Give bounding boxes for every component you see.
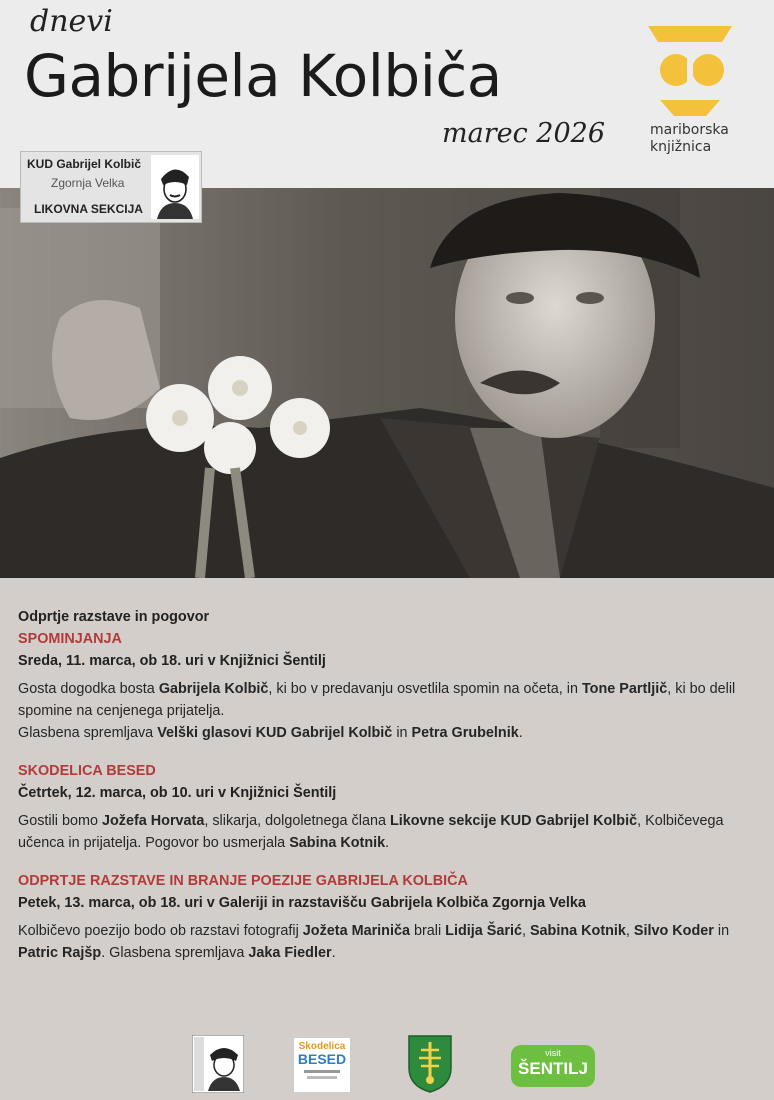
event-title: SKODELICA BESED <box>18 763 156 779</box>
event-block <box>18 760 758 854</box>
highlighted-name: Likovne sekcije KUD Gabrijel Kolbič <box>389 813 638 829</box>
man-with-flowers-photo <box>0 188 774 578</box>
kud-section: LIKOVNA SEKCIJA <box>34 202 143 216</box>
description-text: Gostili bomo <box>18 813 102 829</box>
description-text: . <box>331 945 336 961</box>
event-program <box>18 606 758 964</box>
event-datetime: Petek, 13. marca, ob 18. uri v Galeriji in razstavišču Gabrijela Kolbiča Zgornja Velka <box>18 895 586 911</box>
description-text: brali <box>409 923 446 939</box>
highlighted-name: Gabrijela Kolbič <box>158 681 269 697</box>
highlighted-name: Jožeta Mariniča <box>302 923 410 939</box>
hero-photo <box>0 188 774 578</box>
highlighted-name: Jaka Fiedler <box>248 945 332 961</box>
description-text: , <box>521 923 530 939</box>
event-list <box>18 628 758 964</box>
description-text: Kolbičevo poezijo bodo ob razstavi fotografij <box>18 923 303 939</box>
pre-title: dnevi <box>30 4 113 39</box>
description-text: in <box>392 725 412 741</box>
event-description <box>18 920 758 964</box>
description-text: Glasbena spremljava <box>18 725 158 741</box>
poster-title: Gabrijela Kolbiča <box>24 42 502 110</box>
highlighted-name: Petra Grubelnik <box>411 725 519 741</box>
highlighted-name: Jožefa Horvata <box>101 813 205 829</box>
highlighted-name: Patric Rajšp <box>18 945 102 961</box>
highlighted-name: Sabina Kotnik <box>289 835 386 851</box>
event-month: marec 2026 <box>442 118 606 149</box>
event-description <box>18 678 758 744</box>
kud-badge <box>20 151 202 223</box>
highlighted-name: Tone Partljič <box>581 681 668 697</box>
highlighted-name: Sabina Kotnik <box>529 923 626 939</box>
mariborska-knjiznica-logo <box>640 18 740 168</box>
event-title: ODPRTJE RAZSTAVE IN BRANJE POEZIJE GABRIJELA KOLBIČA <box>18 873 468 889</box>
highlighted-name: Lidija Šarić <box>445 923 522 939</box>
event-datetime: Sreda, 11. marca, ob 18. uri v Knjižnici Šentilj <box>18 653 326 669</box>
library-name: mariborska knjižnica <box>650 122 729 155</box>
description-text: . <box>385 835 390 851</box>
event-description <box>18 810 758 854</box>
event-title: SPOMINJANJA <box>18 631 122 647</box>
description-text: , Kolbičevega učenca in prijatelja. Pogovor bo usmerjala <box>18 813 724 851</box>
skodelica-besed-logo: Skodelica BESED <box>293 1037 351 1093</box>
footer-logos <box>0 1030 774 1100</box>
description-text: . Glasbena spremljava <box>101 945 249 961</box>
kud-place: Zgornja Velka <box>51 176 125 190</box>
visit-sentilj-logo: visit ŠENTILJ <box>511 1045 595 1087</box>
description-text: , ki bo v predavanju osvetlila spomin na očeta, in <box>268 681 582 697</box>
description-text: . <box>518 725 523 741</box>
kud-name: KUD Gabrijel Kolbič <box>27 157 142 171</box>
highlighted-name: Silvo Koder <box>633 923 714 939</box>
description-text: in <box>713 923 730 939</box>
library-logo-icon <box>640 18 740 122</box>
description-text: , <box>625 923 634 939</box>
description-text: , slikarja, dolgoletnega člana <box>204 813 390 829</box>
event-block <box>18 628 758 744</box>
kud-portrait-logo-icon <box>192 1035 244 1093</box>
portrait-sketch-icon <box>151 155 199 219</box>
highlighted-name: Velški glasovi KUD Gabrijel Kolbič <box>157 725 393 741</box>
event-datetime: Četrtek, 12. marca, ob 10. uri v Knjižnici Šentilj <box>18 785 337 801</box>
description-text: Gosta dogodka bosta <box>18 681 159 697</box>
intro-heading: Odprtje razstave in pogovor <box>18 609 210 625</box>
description-text: , ki bo delil spomine na cenjenega prijatelja. <box>18 681 736 719</box>
sentilj-coat-of-arms-icon <box>407 1034 453 1094</box>
event-block <box>18 870 758 964</box>
